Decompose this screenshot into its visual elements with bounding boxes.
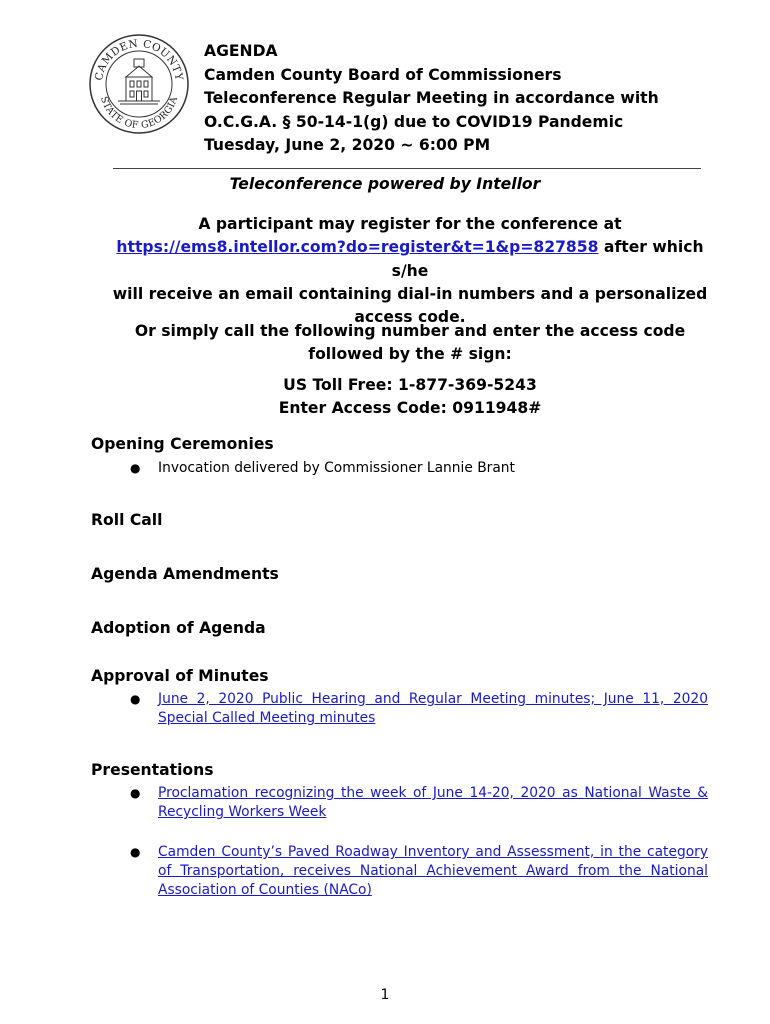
- toll-free-number: US Toll Free: 1-877-369-5243: [283, 376, 537, 394]
- call-line-1: Or simply call the following number and enter the access code: [134, 322, 686, 340]
- list-item: [130, 843, 708, 901]
- register-paragraph: [100, 213, 720, 329]
- register-line-2: [100, 236, 720, 283]
- header-board: Camden County Board of Commissioners: [204, 65, 562, 84]
- agenda-header: [204, 40, 659, 158]
- seal-top-text: CAMDEN COUNTY: [93, 37, 185, 82]
- bullet-icon: ●: [130, 461, 141, 475]
- phone-info: [100, 374, 720, 421]
- register-line-2-rest: after which s/he: [391, 238, 704, 280]
- presentation-link-2[interactable]: Camden County’s Paved Roadway Inventory and Assessment, in the category of Transportation, receives National Achievement Award from the National Association of Counties (NACo): [158, 844, 708, 899]
- section-presentations: Presentations: [91, 761, 214, 779]
- register-link[interactable]: https://ems8.intellor.com?do=register&t=1&p=827858: [116, 238, 599, 257]
- call-line-2: followed by the # sign:: [308, 345, 512, 364]
- seal-bottom-text: STATE OF GEORGIA: [97, 95, 181, 132]
- section-approval-of-minutes: Approval of Minutes: [91, 667, 269, 685]
- opening-item-text: Invocation delivered by Commissioner Lannie Brant: [158, 460, 515, 476]
- header-divider: [113, 168, 701, 169]
- access-code: Enter Access Code: 0911948#: [278, 399, 542, 418]
- bullet-icon: ●: [130, 845, 141, 859]
- list-item: [130, 784, 708, 822]
- bullet-icon: ●: [130, 786, 141, 800]
- register-line-1: A participant may register for the conference at: [198, 215, 622, 233]
- presentation-link-1[interactable]: Proclamation recognizing the week of June 14-20, 2020 as National Waste & Recycling Workers Week: [158, 785, 708, 821]
- section-agenda-amendments: Agenda Amendments: [91, 565, 279, 583]
- header-date: Tuesday, June 2, 2020 ~ 6:00 PM: [204, 136, 491, 155]
- bullet-icon: ●: [130, 692, 141, 706]
- minutes-link[interactable]: June 2, 2020 Public Hearing and Regular Meeting minutes; June 11, 2020 Special Called Meeting minutes: [158, 691, 708, 727]
- courthouse-icon: [118, 59, 160, 104]
- register-line-3: will receive an email containing dial-in numbers and a personalized: [112, 284, 708, 303]
- list-item: [130, 459, 708, 478]
- section-opening-ceremonies: Opening Ceremonies: [91, 435, 274, 453]
- section-roll-call: Roll Call: [91, 511, 163, 529]
- register-line-4: access code.: [354, 308, 466, 327]
- list-item: [130, 690, 708, 728]
- header-statute: O.C.G.A. § 50-14-1(g) due to COVID19 Pandemic: [204, 112, 624, 131]
- section-adoption-of-agenda: Adoption of Agenda: [91, 619, 266, 637]
- powered-by-text: Teleconference powered by Intellor: [229, 175, 541, 193]
- county-seal-logo: [88, 33, 190, 135]
- header-meeting-type: Teleconference Regular Meeting in accordance with: [204, 89, 659, 108]
- call-paragraph: [100, 320, 720, 367]
- header-title: AGENDA: [204, 42, 278, 60]
- page-number: 1: [380, 987, 390, 1003]
